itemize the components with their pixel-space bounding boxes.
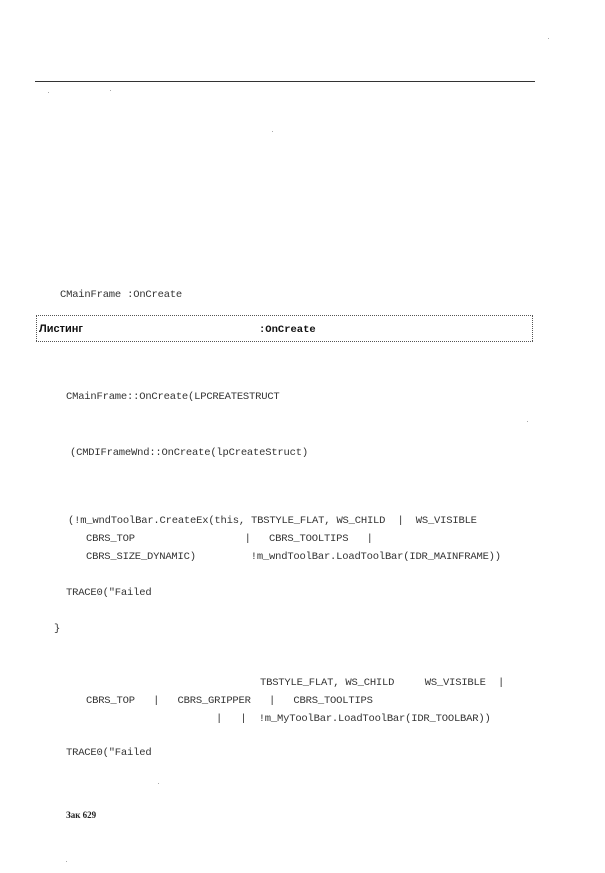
code-line-closing-brace: } xyxy=(54,623,61,635)
page-footer: Зак 629 xyxy=(66,810,97,820)
code-line-createex: (!m_wndToolBar.CreateEx(this, TBSTYLE_FLAT, WS_CHILD | WS_VISIBLE xyxy=(68,515,477,527)
listing-header xyxy=(36,315,533,342)
scan-speck xyxy=(272,131,273,132)
code-line-gripper: CBRS_TOP | CBRS_GRIPPER | CBRS_TOOLTIPS xyxy=(86,695,373,707)
scan-speck xyxy=(158,783,159,784)
code-line-mytoolbar: | | !m_MyToolBar.LoadToolBar(IDR_TOOLBAR)) xyxy=(216,713,491,725)
code-line-base-call: (CMDIFrameWnd::OnCreate(lpCreateStruct) xyxy=(70,447,308,459)
listing-function: :OnCreate xyxy=(259,324,316,336)
scan-speck xyxy=(66,861,67,862)
scan-speck xyxy=(527,421,528,422)
header-rule xyxy=(35,81,535,82)
code-line-tbstyle: TBSTYLE_FLAT, WS_CHILD WS_VISIBLE | xyxy=(260,677,505,689)
scan-speck xyxy=(548,38,549,39)
code-line-cbrs-top: CBRS_TOP | CBRS_TOOLTIPS | xyxy=(86,533,373,545)
scan-speck xyxy=(48,92,49,93)
intro-line: CMainFrame :OnCreate xyxy=(60,289,183,301)
code-line-size-dynamic: CBRS_SIZE_DYNAMIC) !m_wndToolBar.LoadToolBar(IDR_MAINFRAME)) xyxy=(86,551,501,563)
code-line-trace-2: TRACE0("Failed xyxy=(66,747,152,759)
code-line-trace-1: TRACE0("Failed xyxy=(66,587,152,599)
scan-speck xyxy=(110,90,111,91)
code-line-oncreate: CMainFrame::OnCreate(LPCREATESTRUCT xyxy=(66,391,280,403)
listing-label: Листинг xyxy=(39,323,83,335)
